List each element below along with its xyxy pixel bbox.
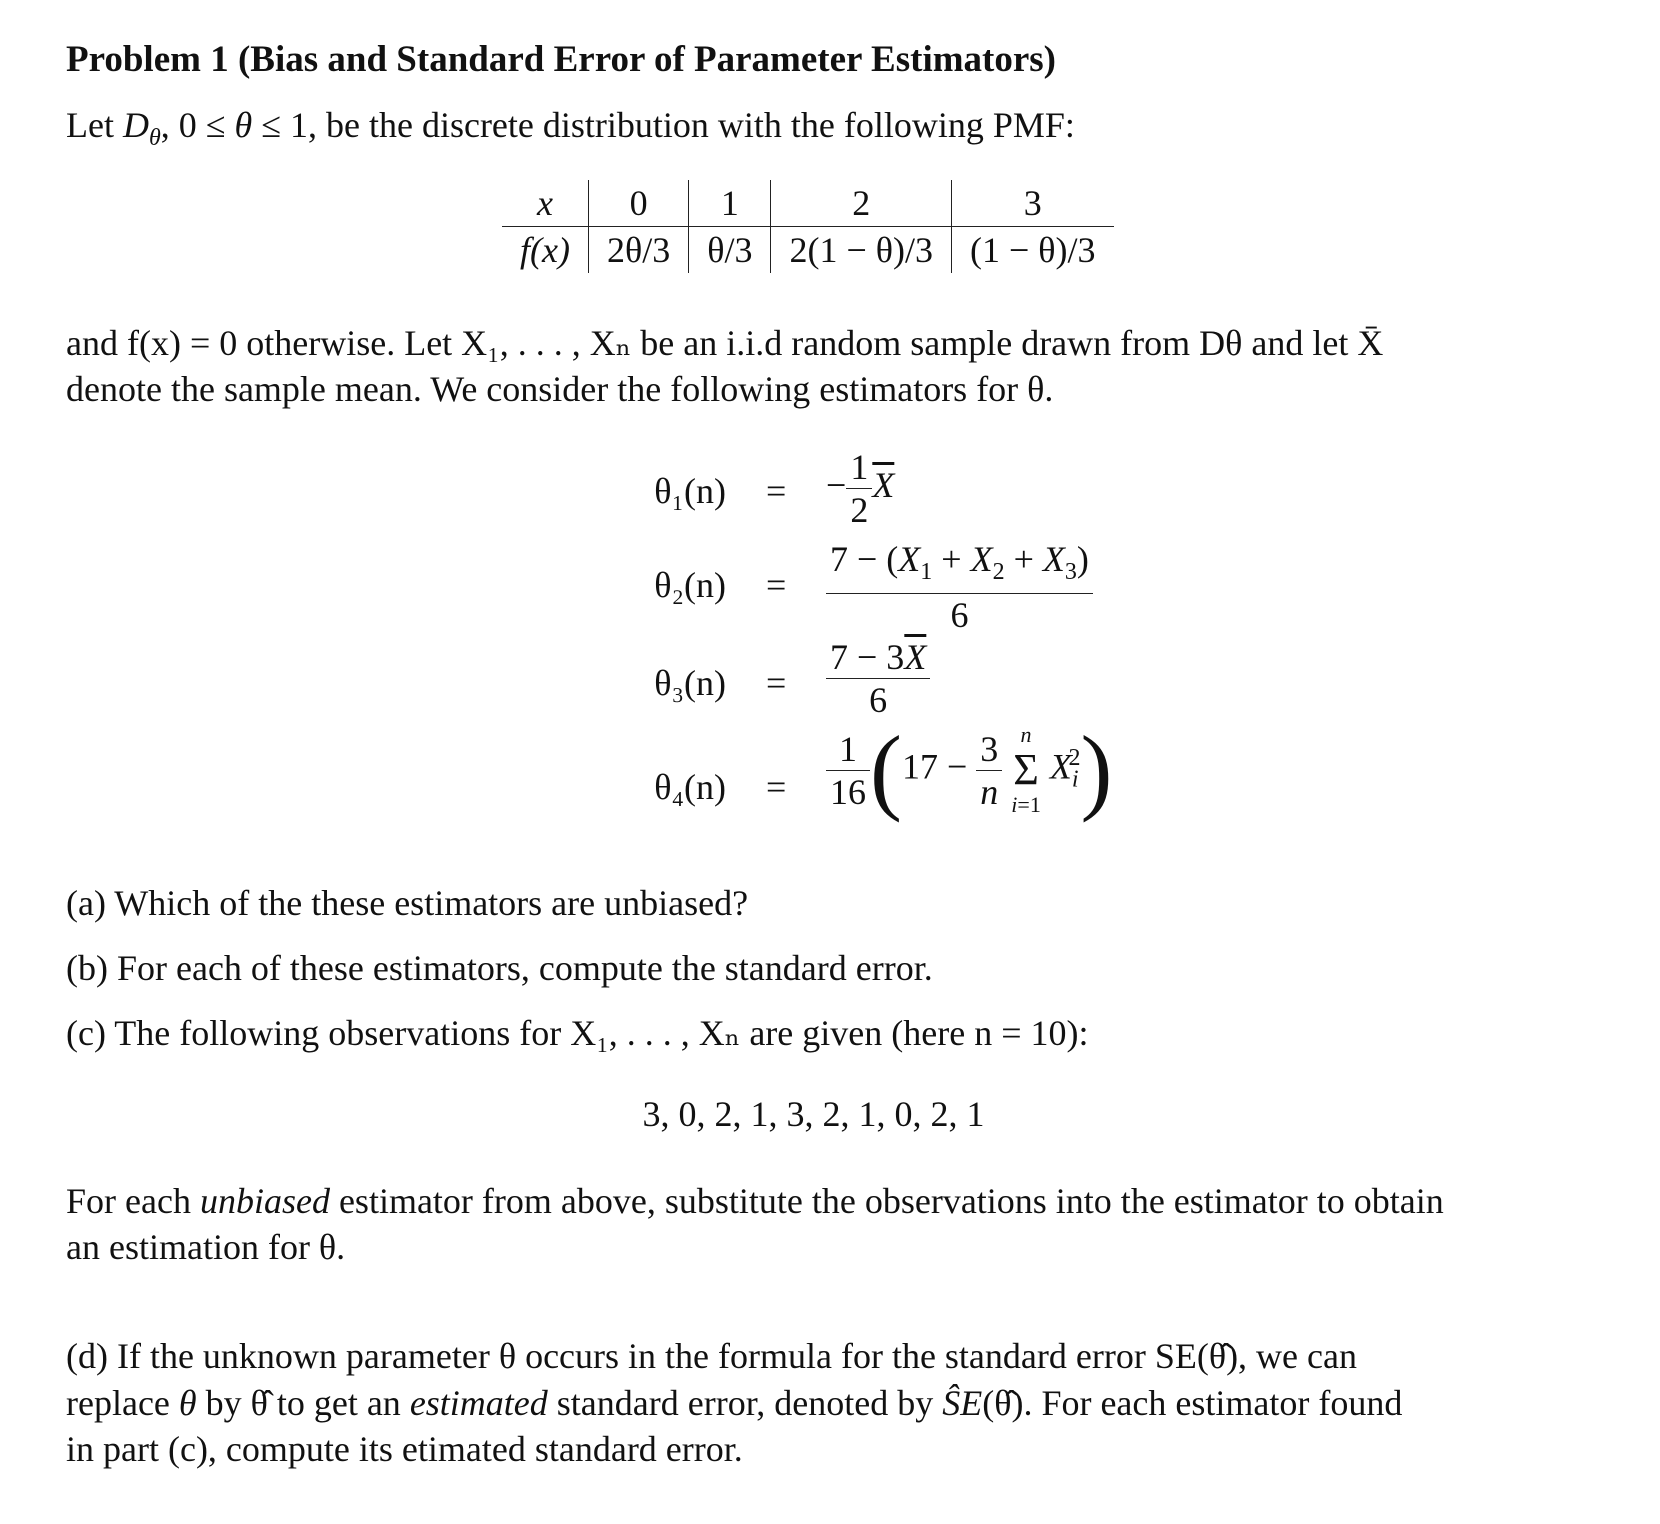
estimator-3-lhs: θ₃(n) [654,663,726,703]
problem-title: Problem 1 (Bias and Standard Error of Parameter Estimators) [66,39,1057,80]
pmf-value-cell: 2θ/3 [588,227,688,274]
pmf-header-cell: 3 [952,180,1114,227]
observations: 3, 0, 2, 1, 3, 2, 1, 0, 2, 1 [642,1094,985,1134]
pmf-header-cell: 0 [588,180,688,227]
estimator-2-lhs: θ₂(n) [654,565,726,605]
part-a: (a) Which of the these estimators are unbiased? [66,883,749,923]
pmf-value-cell: 2(1 − θ)/3 [771,227,952,274]
pmf-header-cell: x [502,180,588,227]
part-c-follow-2: an estimation for θ. [66,1227,346,1267]
pmf-value-cell: (1 − θ)/3 [952,227,1114,274]
part-d-line2: replace θ by θ̂ to get an estimated standard error, denoted by ŜE(θ̂). For each estimator found [66,1383,1403,1423]
equals-sign: = [766,565,787,605]
part-d-line1: (d) If the unknown parameter θ occurs in the formula for the standard error SE(θ̂), we can [66,1336,1357,1376]
pmf-table [502,180,1114,273]
estimator-4-rhs: $\frac{1}{16}$ (17 − $\frac{3}{n}$ n Σ i=1 $X_i^2$) [826,722,1112,818]
part-b: (b) For each of these estimators, compute the standard error. [66,948,933,988]
after-table-line1: and f(x) = 0 otherwise. Let X₁, . . . , Xₙ be an i.i.d random sample drawn from Dθ and let X̄ [66,323,1384,363]
estimator-1-lhs: θ₁(n) [654,471,726,511]
equals-sign: = [766,471,787,511]
estimator-1-rhs: − $\frac{1}{2}$ $\overline{X}$ [826,447,895,530]
pmf-header-cell: 2 [771,180,952,227]
equals-sign: = [766,663,787,703]
pmf-header-row [502,180,1114,227]
estimator-2-rhs: $\frac{7 - (X_1 + X_2 + X_3)}{6}$ [826,538,1093,636]
pmf-value-row [502,227,1114,274]
equals-sign: = [766,767,787,807]
estimator-3-rhs: $\frac{7 - 3\overline{X}}{6}$ [826,636,930,721]
estimator-4-lhs: θ₄(n) [654,767,726,807]
pmf-value-cell: θ/3 [689,227,771,274]
part-c: (c) The following observations for X₁, . . . , Xₙ are given (here n = 10): [66,1013,1089,1053]
part-d-line3: in part (c), compute its etimated standard error. [66,1429,743,1469]
pmf-value-cell: f(x) [520,230,570,270]
after-table-line2: denote the sample mean. We consider the following estimators for θ. [66,369,1054,409]
intro-text: Let $D_\theta$, 0 ≤ θ ≤ 1, be the discrete distribution with the following PMF: [66,105,1075,152]
pmf-header-cell: 1 [689,180,771,227]
part-c-follow-1: For each unbiased estimator from above, substitute the observations into the estimator to obtain [66,1181,1444,1221]
